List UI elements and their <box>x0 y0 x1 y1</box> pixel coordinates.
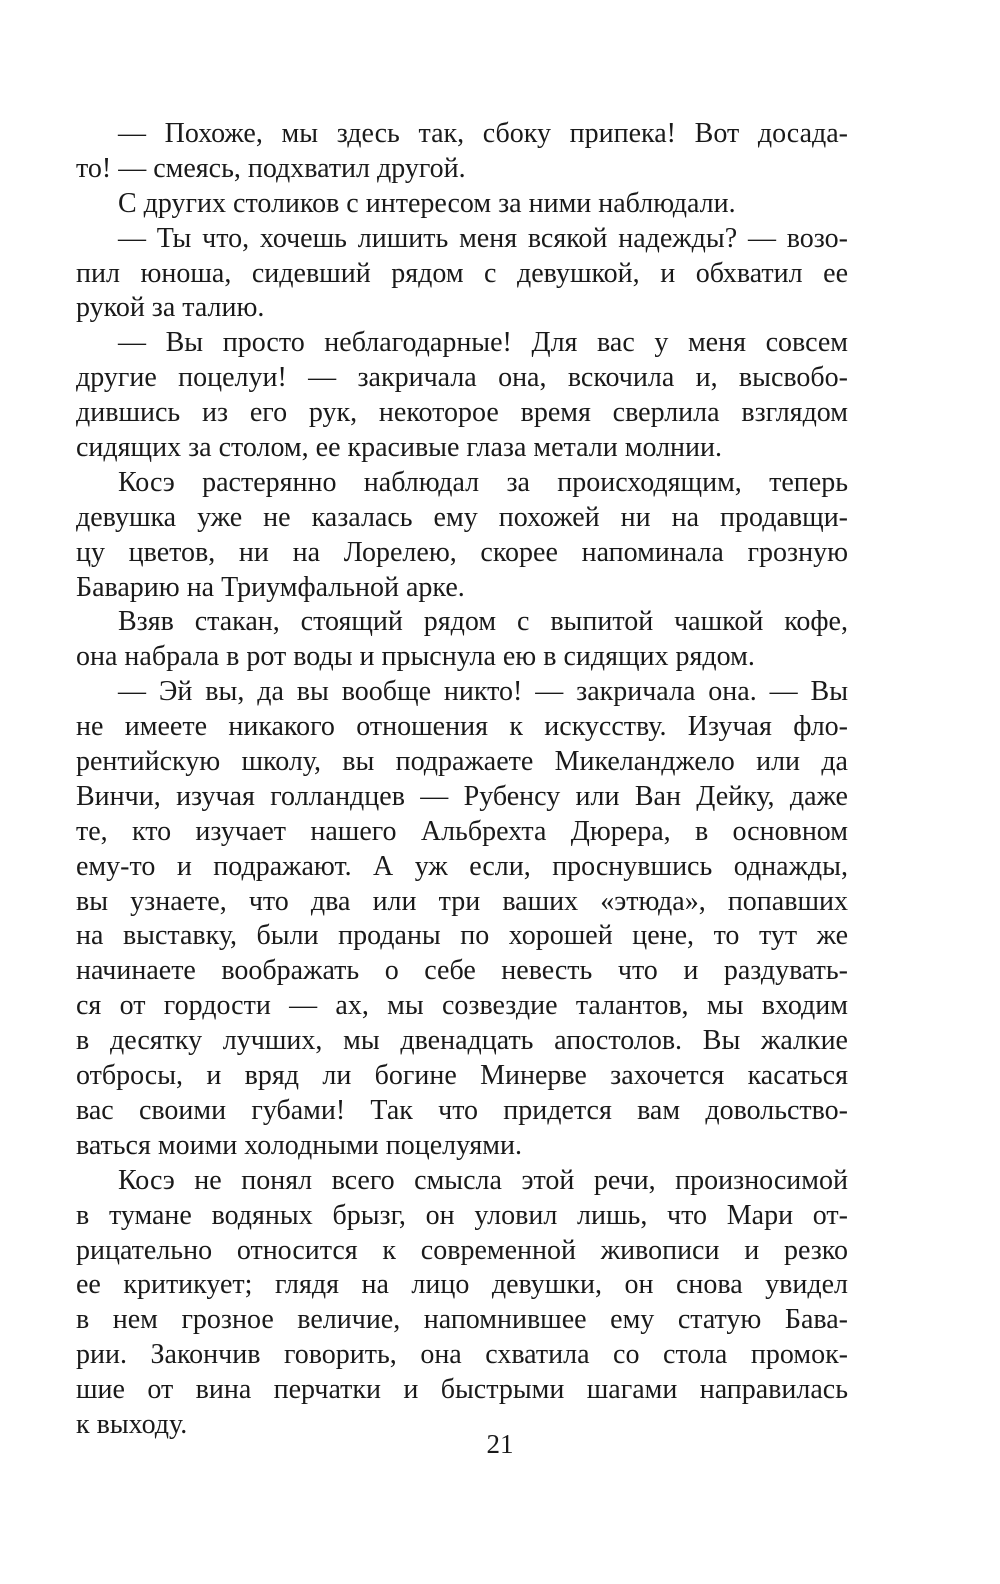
page-body <box>76 117 848 1443</box>
paragraph <box>76 1164 848 1443</box>
text-line: рицательно относится к современной живописи и резко <box>76 1234 848 1266</box>
text-line: она набрала в рот воды и прыснула ею в сидящих рядом. <box>76 641 755 673</box>
text-line: другие поцелуи! — закричала она, вскочила и, высвобо- <box>76 362 848 394</box>
paragraph <box>76 187 848 222</box>
text-line: ваться моими холодными поцелуями. <box>76 1129 523 1161</box>
text-line: девушка уже не казалась ему похожей ни на продавщи- <box>76 501 848 533</box>
text-line: Взяв стакан, стоящий рядом с выпитой чашкой кофе, <box>118 606 848 638</box>
text-line: вас своими губами! Так что придется вам довольство- <box>76 1094 848 1126</box>
text-line: к выходу. <box>76 1408 188 1440</box>
text-line: в тумане водяных брызг, он уловил лишь, что Мари от- <box>76 1199 848 1231</box>
text-line: начинаете воображать о себе невесть что и раздувать- <box>76 955 848 987</box>
text-line: рии. Закончив говорить, она схватила со стола промок- <box>76 1339 848 1371</box>
paragraph <box>76 675 848 1163</box>
paragraph <box>76 326 848 466</box>
text-line: ся от гордости — ах, мы созвездие талантов, мы входим <box>76 990 848 1022</box>
text-line: ему-то и подражают. А уж если, проснувшись однажды, <box>76 850 848 882</box>
text-line: отбросы, и вряд ли богине Минерве захочется касаться <box>76 1060 848 1092</box>
text-line: С других столиков с интересом за ними наблюдали. <box>118 187 736 219</box>
text-line: ее критикует; глядя на лицо девушки, он снова увидел <box>76 1269 848 1301</box>
text-line: — Эй вы, да вы вообще никто! — закричала она. — Вы <box>118 676 848 708</box>
text-line: — Похоже, мы здесь так, сбоку припека! Вот досада- <box>118 118 848 149</box>
text-line: на выставку, были проданы по хорошей цене, то тут же <box>76 920 848 952</box>
text-line: Косэ растерянно наблюдал за происходящим, теперь <box>118 466 848 498</box>
paragraph <box>76 466 848 606</box>
text-line: в нем грозное величие, напомнившее ему статую Бава- <box>76 1304 848 1336</box>
text-line: цу цветов, ни на Лорелею, скорее напоминала грозную <box>76 536 848 568</box>
text-line: Баварию на Триумфальной арке. <box>76 571 465 603</box>
text-line: то! — смеясь, подхватил другой. <box>76 152 466 184</box>
text-line: Косэ не понял всего смысла этой речи, произносимой <box>118 1164 848 1196</box>
text-line: — Ты что, хочешь лишить меня всякой надежды? — возо- <box>118 222 848 254</box>
text-line: шие от вина перчатки и быстрыми шагами направилась <box>76 1374 848 1406</box>
paragraph <box>76 117 848 187</box>
paragraph <box>76 222 848 327</box>
text-line: дившись из его рук, некоторое время сверлила взглядом <box>76 397 848 429</box>
text-line: те, кто изучает нашего Альбрехта Дюрера, в основном <box>76 815 848 847</box>
text-line: рукой за талию. <box>76 292 265 324</box>
text-line: не имеете никакого отношения к искусству. Изучая фло- <box>76 711 848 743</box>
text-line: рентийскую школу, вы подражаете Микеланджело или да <box>76 746 848 778</box>
page-number: 21 <box>486 1429 514 1459</box>
text-line: вы узнаете, что два или три ваших «этюда», попавших <box>76 885 848 917</box>
text-line: в десятку лучших, мы двенадцать апостолов. Вы жалкие <box>76 1025 848 1057</box>
text-line: Винчи, изучая голландцев — Рубенсу или Ван Дейку, даже <box>76 780 848 812</box>
text-line: — Вы просто неблагодарные! Для вас у меня совсем <box>118 327 848 359</box>
paragraph <box>76 605 848 675</box>
text-line: сидящих за столом, ее красивые глаза метали молнии. <box>76 432 722 464</box>
text-line: пил юноша, сидевший рядом с девушкой, и обхватил ее <box>76 257 848 289</box>
